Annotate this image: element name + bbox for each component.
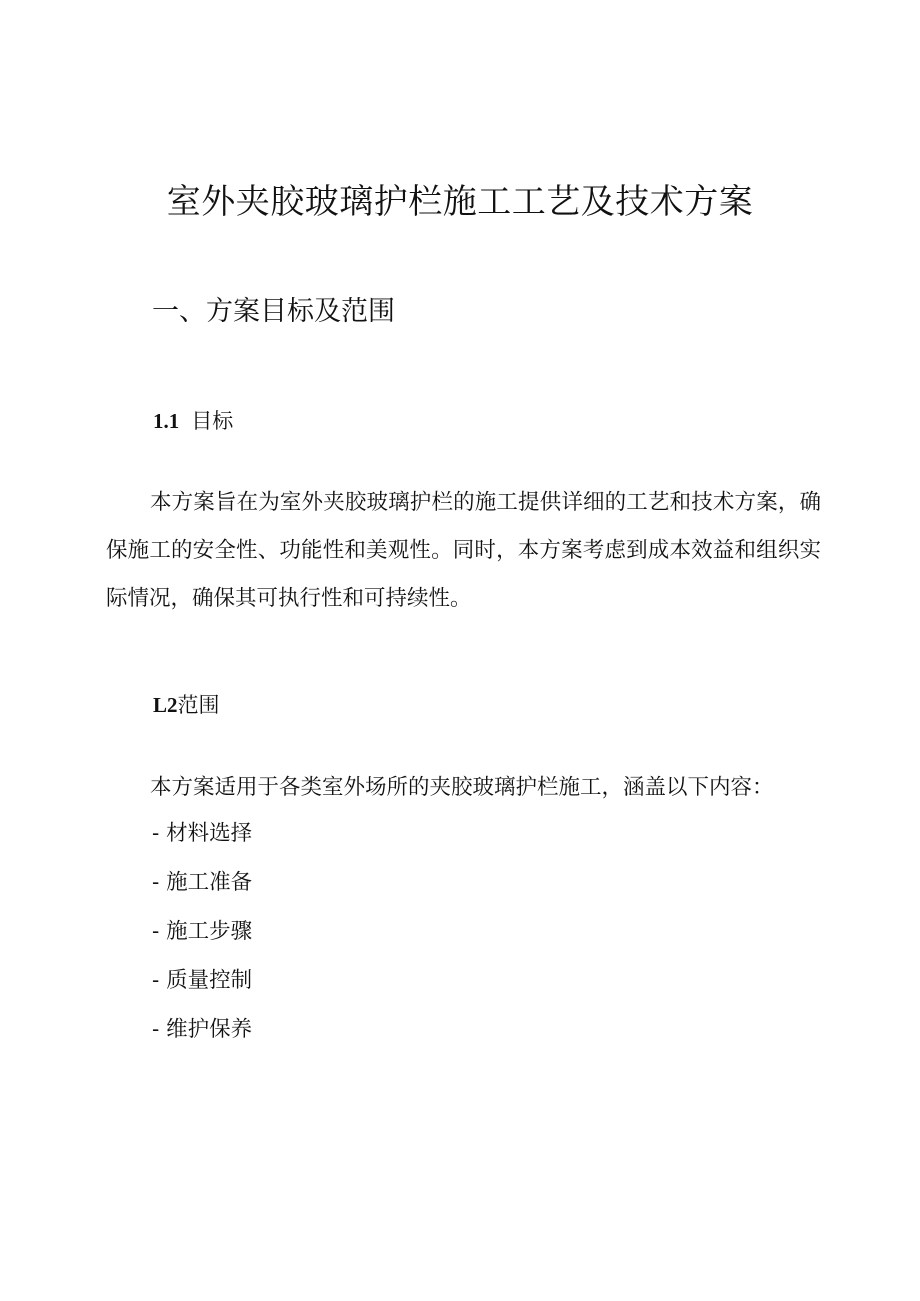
scope-paragraph: 本方案适用于各类室外场所的夹胶玻璃护栏施工，涵盖以下内容： [150, 775, 774, 800]
goal-paragraph: 本方案旨在为室外夹胶玻璃护栏的施工提供详细的工艺和技术方案，确保施工的安全性、功能性和美观性。同时，本方案考虑到成本效益和组织实际情况，确保其可执行性和可持续性。 [106, 490, 821, 611]
scope-list-item: - 维护保养 [152, 1017, 253, 1042]
scope-list [152, 809, 252, 1054]
scope-list-item: - 施工准备 [152, 870, 253, 895]
goal-subheading-label: 目标 [191, 409, 234, 433]
scope-list-item: - 质量控制 [152, 968, 253, 993]
section-heading: 一、方案目标及范围 [152, 296, 395, 327]
document-title: 室外夹胶玻璃护栏施工工艺及技术方案 [166, 182, 754, 222]
scope-subheading [153, 690, 220, 720]
scope-list-item: - 施工步骤 [152, 919, 253, 944]
goal-subheading-number: 1.1 [153, 409, 180, 433]
scope-subheading-number: L2 [153, 693, 178, 717]
goal-subheading [153, 406, 233, 436]
scope-list-item: - 材料选择 [152, 821, 253, 846]
scope-subheading-label: 范围 [177, 693, 220, 717]
